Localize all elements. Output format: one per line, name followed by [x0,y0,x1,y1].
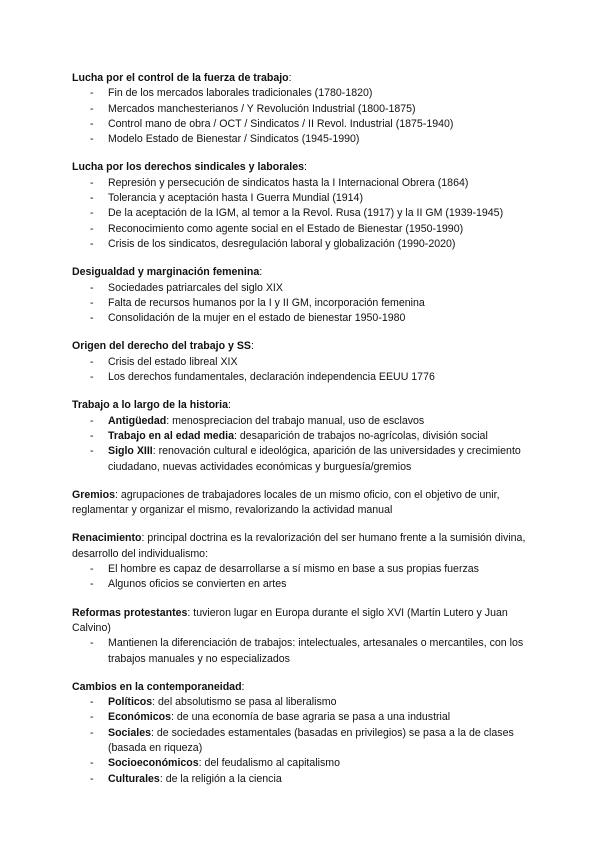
section-heading: Lucha por el control de la fuerza de trabajo: [72,72,292,84]
bullet-list [72,636,532,667]
section-heading: Cambios en la contemporaneidad: [72,680,245,693]
list-item: - Trabajo en al edad media: desaparición de trabajos no-agrícolas, división social [90,429,488,442]
section-renacimiento [72,531,532,592]
section-contemporaneidad [72,680,532,787]
document-page [72,71,532,800]
list-item: - Los derechos fundamentales, declaración independencia EEUU 1776 [90,371,435,384]
list-item: - Falta de recursos humanos por la I y II GM, incorporación femenina [90,296,425,309]
section-trabajo-historia [72,398,532,474]
list-item: - Crisis de los sindicatos, desregulación laboral y globalización (1990-2020) [90,237,456,250]
list-item: - Represión y persecución de sindicatos hasta la I Internacional Obrera (1864) [90,176,469,189]
bullet-list [72,695,532,787]
bullet-list [72,86,532,147]
bullet-list [72,562,532,593]
bullet-list [72,355,532,386]
paragraph: Gremios: agrupaciones de trabajadores locales de un mismo oficio, con el objetivo de unir, reglamentar y organizar el mismo, revalorizando la actividad manual [72,488,500,517]
section-gremios [72,488,532,519]
list-item: - Sociedades patriarcales del siglo XIX [90,281,283,294]
section-heading: Lucha por los derechos sindicales y laborales: [72,161,307,174]
list-item: - Tolerancia y aceptación hasta I Guerra Mundial (1914) [90,192,363,205]
section-desigualdad-femenina [72,265,532,326]
list-item: - Modelo Estado de Bienestar / Sindicatos (1945-1990) [90,133,360,146]
list-item: - Antigüedad: menospreciacion del trabajo manual, uso de esclavos [90,414,425,427]
list-item: - Políticos: del absolutismo se pasa al liberalismo [90,696,337,709]
list-item: - Control mano de obra / OCT / Sindicatos / II Revol. Industrial (1875-1940) [90,117,454,130]
section-reformas-protestantes [72,606,532,667]
list-item: - Siglo XIII: renovación cultural e ideológica, aparición de las universidades y crecimiento ciudadano, nuevas actividades económicas y burguesía/gremios [90,445,521,473]
section-fuerza-trabajo [72,71,532,147]
paragraph: Reformas protestantes: tuvieron lugar en Europa durante el siglo XVI (Martín Lutero y Juan Calvino) [72,606,508,634]
list-item: - Fin de los mercados laborales tradicionales (1780-1820) [90,87,373,100]
section-origen-derecho [72,339,532,385]
list-item: - Reconocimiento como agente social en el Estado de Bienestar (1950-1990) [90,222,464,235]
list-item: - De la aceptación de la IGM, al temor a la Revol. Rusa (1917) y la II GM (1939-1945) [90,207,504,220]
list-item: - Mantienen la diferenciación de trabajos: intelectuales, artesanales o mercantiles, con los trabajos manuales y no especializados [90,637,524,665]
bullet-list [72,414,532,475]
list-item: - Sociales: de sociedades estamentales (basadas en privilegios) se pasa a la de clases (basada en riqueza) [90,726,514,754]
list-item: - Económicos: de una economía de base agraria se pasa a una industrial [90,711,451,724]
list-item: - Algunos oficios se convierten en artes [90,578,287,591]
section-heading: Origen del derecho del trabajo y SS: [72,340,254,353]
paragraph: Renacimiento: principal doctrina es la revalorización del ser humano frente a la sumisión divina, desarrollo del individualismo: [72,532,526,560]
list-item: - El hombre es capaz de desarrollarse a sí mismo en base a sus propias fuerzas [90,563,479,576]
bullet-list [72,176,532,252]
list-item: - Mercados manchesterianos / Y Revolución Industrial (1800-1875) [90,102,416,115]
section-derechos-sindicales [72,160,532,252]
list-item: - Crisis del estado libreal XIX [90,355,238,368]
list-item: - Culturales: de la religión a la ciencia [90,772,282,785]
bullet-list [72,281,532,327]
list-item: - Consolidación de la mujer en el estado de bienestar 1950-1980 [90,312,406,325]
section-heading: Desigualdad y marginación femenina: [72,266,263,279]
list-item: - Socioeconómicos: del feudalismo al capitalismo [90,757,340,770]
section-heading: Trabajo a lo largo de la historia: [72,399,231,412]
